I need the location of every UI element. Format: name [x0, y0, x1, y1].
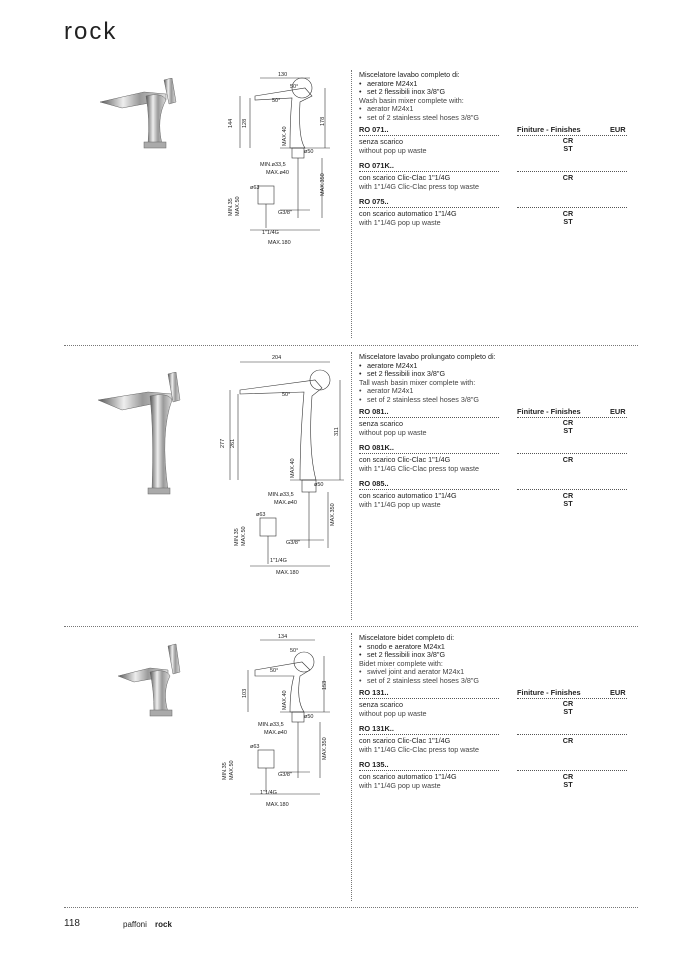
- desc-en-item: • swivel joint and aerator M24x1: [359, 668, 639, 677]
- desc-it-item: • aeratore M24x1: [359, 80, 639, 89]
- faucet-photo: [92, 78, 192, 158]
- dim-label: 204: [272, 355, 282, 361]
- dim-label: 134: [278, 634, 288, 640]
- desc-en-item: • set of 2 stainless steel hoses 3/8"G: [359, 396, 639, 405]
- finish-code: CR: [562, 209, 574, 218]
- variant-it: con scarico Clic-Clac 1"1/4G: [359, 173, 451, 182]
- dim-label: MAX.350: [320, 173, 326, 196]
- finish-leader: [517, 770, 627, 771]
- variant-it: senza scarico: [359, 700, 403, 709]
- dim-label: MAX.350: [322, 737, 328, 760]
- finish-codes: [561, 737, 575, 745]
- finish-codes: [561, 773, 575, 789]
- dim-label: 128: [242, 118, 248, 128]
- desc-it-item: • aeratore M24x1: [359, 362, 639, 371]
- dim-label: 153: [322, 680, 328, 690]
- desc-it-item: • set 2 flessibili inox 3/8"G: [359, 370, 639, 379]
- variant-en: with 1"1/4G pop up waste: [359, 499, 441, 509]
- dim-label: MIN.35: [228, 198, 234, 216]
- variant-description: [359, 174, 479, 191]
- finishes-header: Finiture - Finishes: [517, 688, 581, 697]
- dim-label: ø50: [314, 482, 324, 488]
- dim-label: 103: [242, 688, 248, 698]
- dim-label: 261: [230, 438, 236, 448]
- variant-description: [359, 773, 457, 790]
- dim-label: MAX.50: [229, 760, 235, 780]
- desc-it-item: • set 2 flessibili inox 3/8"G: [359, 651, 639, 660]
- variant-en: with 1"1/4G Clic-Clac press top waste: [359, 744, 479, 754]
- faucet-photo: [116, 642, 196, 722]
- desc-it-item: • set 2 flessibili inox 3/8"G: [359, 88, 639, 97]
- product-description: [359, 634, 639, 686]
- dim-label: ø50: [304, 149, 314, 155]
- eur-header: EUR: [610, 688, 626, 697]
- product-code: RO 131..: [359, 688, 499, 699]
- section-divider: [64, 345, 638, 346]
- variant-description: [359, 737, 479, 754]
- section-divider: [64, 626, 638, 627]
- finish-leader: [517, 207, 627, 208]
- desc-it-title: Miscelatore bidet completo di:: [359, 633, 455, 642]
- dim-label: MAX.ø40: [266, 170, 289, 176]
- dim-label: 50°: [290, 84, 299, 90]
- finish-code: ST: [563, 426, 573, 435]
- finish-codes: [561, 456, 575, 464]
- footer-brand: paffoni: [123, 920, 147, 929]
- dim-label: 1"1/4G: [260, 790, 277, 796]
- finish-leader: [517, 734, 627, 735]
- variant-description: [359, 420, 427, 437]
- dim-label: G3/8": [278, 772, 292, 778]
- finish-leader: [517, 171, 627, 172]
- product-code: RO 131K..: [359, 724, 499, 735]
- dim-label: MAX.ø40: [274, 500, 297, 506]
- column-divider: [351, 352, 352, 620]
- eur-header: EUR: [610, 125, 626, 134]
- dim-label: 1"1/4G: [262, 230, 279, 236]
- variant-description: [359, 210, 457, 227]
- finish-codes: [561, 492, 575, 508]
- desc-it-title: Miscelatore lavabo prolungato completo di:: [359, 352, 496, 361]
- variant-en: with 1"1/4G pop up waste: [359, 780, 441, 790]
- finish-code: CR: [562, 136, 574, 145]
- finish-code: CR: [562, 491, 574, 500]
- dim-label: 50°: [282, 392, 291, 398]
- finish-codes: [561, 419, 575, 435]
- desc-it-item: • snodo e aeratore M24x1: [359, 643, 639, 652]
- column-divider: [351, 633, 352, 901]
- column-divider: [351, 70, 352, 338]
- variant-it: con scarico Clic-Clac 1"1/4G: [359, 736, 451, 745]
- finish-code: CR: [562, 173, 574, 182]
- finish-code: ST: [563, 707, 573, 716]
- dim-label: 50°: [272, 98, 281, 104]
- finish-codes: [561, 174, 575, 182]
- technical-drawing: [220, 630, 350, 815]
- product-code: RO 081..: [359, 407, 499, 418]
- technical-drawing: [220, 350, 350, 580]
- finish-code: CR: [562, 418, 574, 427]
- dim-label: MAX.180: [276, 570, 299, 576]
- dim-label: 178: [320, 116, 326, 126]
- variant-description: [359, 492, 457, 509]
- page-title: rock: [64, 18, 118, 45]
- dim-label: MAX.ø40: [264, 730, 287, 736]
- dim-label: MIN.ø33,5: [268, 492, 294, 498]
- footer-series: rock: [155, 920, 172, 929]
- desc-en-title: Bidet mixer complete with:: [359, 658, 443, 668]
- product-code: RO 075..: [359, 197, 499, 208]
- finish-code: ST: [563, 217, 573, 226]
- variant-it: senza scarico: [359, 419, 403, 428]
- dim-label: 50°: [270, 668, 279, 674]
- finish-code: ST: [563, 144, 573, 153]
- finish-leader: [517, 453, 627, 454]
- variant-en: without pop up waste: [359, 708, 427, 718]
- variant-description: [359, 138, 427, 155]
- dim-label: MIN.ø33,5: [258, 722, 284, 728]
- desc-en-item: • aerator M24x1: [359, 387, 639, 396]
- dim-label: ø63: [250, 185, 260, 191]
- dim-label: MAX.180: [266, 802, 289, 808]
- technical-drawing: [220, 68, 350, 248]
- variant-it: con scarico automatico 1"1/4G: [359, 491, 457, 500]
- product-code: RO 071K..: [359, 161, 499, 172]
- variant-it: con scarico automatico 1"1/4G: [359, 209, 457, 218]
- product-code: RO 085..: [359, 479, 499, 490]
- finish-code: CR: [562, 699, 574, 708]
- finish-codes: [561, 210, 575, 226]
- desc-en-title: Wash basin mixer complete with:: [359, 95, 464, 105]
- finish-code: ST: [563, 499, 573, 508]
- dim-label: 144: [228, 118, 234, 128]
- finishes-header: Finiture - Finishes: [517, 125, 581, 134]
- finish-code: CR: [562, 736, 574, 745]
- dim-label: MAX.40: [290, 458, 296, 478]
- dim-label: 50°: [290, 648, 299, 654]
- variant-description: [359, 456, 479, 473]
- finish-codes: [561, 137, 575, 153]
- dim-label: MAX.350: [330, 503, 336, 526]
- finish-code: CR: [562, 772, 574, 781]
- faucet-photo: [92, 372, 192, 502]
- finish-codes: [561, 700, 575, 716]
- desc-en-item: • set of 2 stainless steel hoses 3/8"G: [359, 677, 639, 686]
- dim-label: ø50: [304, 714, 314, 720]
- section-divider: [64, 907, 638, 908]
- dim-label: MIN.35: [234, 528, 240, 546]
- dim-label: MIN.35: [222, 762, 228, 780]
- variant-en: without pop up waste: [359, 145, 427, 155]
- desc-en-item: • aerator M24x1: [359, 105, 639, 114]
- page-number: 118: [64, 918, 80, 929]
- dim-label: 277: [220, 438, 226, 448]
- finish-code: ST: [563, 780, 573, 789]
- dim-label: ø63: [250, 744, 260, 750]
- variant-en: with 1"1/4G Clic-Clac press top waste: [359, 181, 479, 191]
- variant-it: con scarico Clic-Clac 1"1/4G: [359, 455, 451, 464]
- dim-label: G3/8": [286, 540, 300, 546]
- finish-leader: [517, 489, 627, 490]
- dim-label: ø63: [256, 512, 266, 518]
- variant-en: with 1"1/4G Clic-Clac press top waste: [359, 463, 479, 473]
- dim-label: MAX.180: [268, 240, 291, 246]
- product-description: [359, 353, 639, 405]
- dim-label: MAX.50: [235, 196, 241, 216]
- finish-code: CR: [562, 455, 574, 464]
- product-code: RO 135..: [359, 760, 499, 771]
- dim-label: MAX.40: [282, 690, 288, 710]
- dim-label: MAX.40: [282, 126, 288, 146]
- dim-label: 130: [278, 72, 288, 78]
- desc-en-title: Tall wash basin mixer complete with:: [359, 377, 476, 387]
- desc-en-item: • set of 2 stainless steel hoses 3/8"G: [359, 114, 639, 123]
- dim-label: 311: [334, 427, 340, 436]
- eur-header: EUR: [610, 407, 626, 416]
- variant-en: without pop up waste: [359, 427, 427, 437]
- product-code: RO 081K..: [359, 443, 499, 454]
- product-description: [359, 71, 639, 123]
- desc-it-title: Miscelatore lavabo completo di:: [359, 70, 460, 79]
- dim-label: MAX.50: [241, 526, 247, 546]
- dim-label: 1"1/4G: [270, 558, 287, 564]
- variant-it: senza scarico: [359, 137, 403, 146]
- dim-label: MIN.ø33,5: [260, 162, 286, 168]
- variant-en: with 1"1/4G pop up waste: [359, 217, 441, 227]
- product-code: RO 071..: [359, 125, 499, 136]
- variant-it: con scarico automatico 1"1/4G: [359, 772, 457, 781]
- variant-description: [359, 701, 427, 718]
- finishes-header: Finiture - Finishes: [517, 407, 581, 416]
- dim-label: G3/8": [278, 210, 292, 216]
